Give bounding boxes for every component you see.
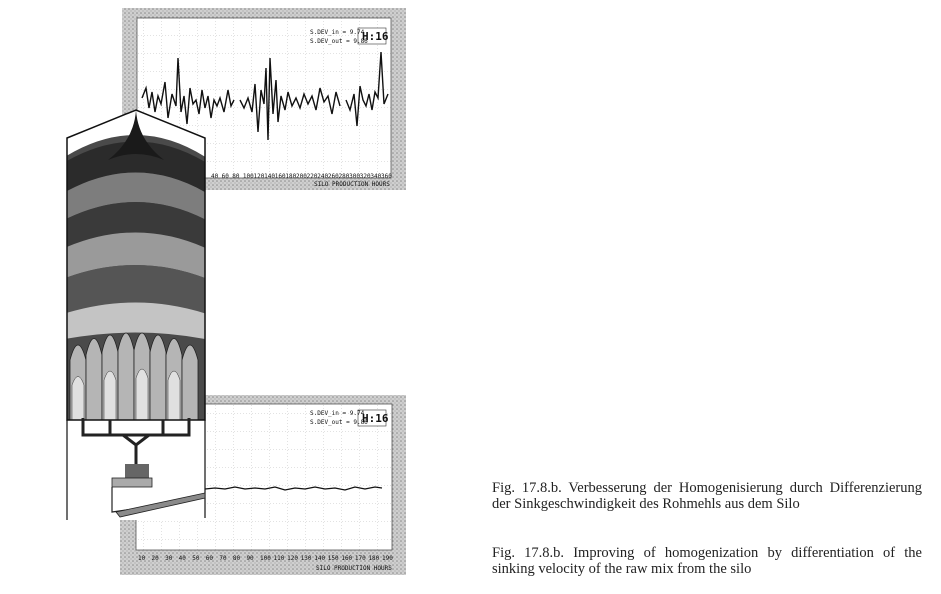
tick-label: 30 <box>165 555 173 562</box>
tick-label: 140 <box>314 555 326 562</box>
tick-label: 190 <box>382 555 393 562</box>
tick-label: 100 <box>260 555 271 562</box>
tick-label: 240 <box>317 173 329 180</box>
figure <box>0 0 460 589</box>
tick-label: 80 <box>232 555 241 562</box>
tick-label: 20 <box>151 555 159 562</box>
tick-label: 60 <box>205 555 214 562</box>
tick-label: 60 <box>221 173 229 180</box>
top-chart-stat1: S.DEV_in = 9.74 <box>310 29 365 36</box>
top-chart-xlabel: SILO PRODUCTION HOURS <box>314 181 390 188</box>
top-chart-badge: H:16 <box>362 30 389 43</box>
bottom-chart-badge: H:16 <box>362 412 389 425</box>
tick-label: 360 <box>381 173 392 180</box>
tick-label: 180 <box>285 173 297 180</box>
tick-label: 220 <box>306 173 318 180</box>
top-chart-stat2: S.DEV_out = 9.86 <box>310 38 368 45</box>
tick-label: 80 <box>232 173 240 180</box>
tick-label: 280 <box>338 173 350 180</box>
tick-label: 100 <box>242 173 254 180</box>
tick-label: 200 <box>296 173 307 180</box>
tick-label: 90 <box>246 555 254 562</box>
tick-label: 140 <box>264 173 275 180</box>
silo-diagram <box>60 105 210 520</box>
tick-label: 160 <box>274 173 286 180</box>
tick-label: 300 <box>349 173 360 180</box>
tick-label: 340 <box>370 173 382 180</box>
tick-label: 70 <box>219 555 227 562</box>
tick-label: 180 <box>368 555 380 562</box>
tick-label: 320 <box>359 173 371 180</box>
tick-label: 110 <box>273 555 285 562</box>
tick-label: 130 <box>300 555 312 562</box>
tick-label: 40 <box>211 173 219 180</box>
tick-label: 40 <box>178 555 186 562</box>
tick-label: 120 <box>253 173 265 180</box>
tick-label: 160 <box>341 555 353 562</box>
tick-label: 50 <box>192 555 200 562</box>
bottom-chart-stat1: S.DEV_in = 9.74 <box>310 410 365 417</box>
tick-label: 150 <box>327 555 339 562</box>
bottom-chart-xlabel: SILO PRODUCTION HOURS <box>316 565 392 572</box>
caption-german: Fig. 17.8.b. Verbesserung der Homogenisierung durch Differenzierung der Sinkgeschwindigkeit des Rohmehls aus dem Silo <box>492 480 922 512</box>
tick-label: 170 <box>354 555 366 562</box>
tick-label: 10 <box>138 555 146 562</box>
tick-label: 120 <box>287 555 298 562</box>
caption-english: Fig. 17.8.b. Improving of homogenization by differentiation of the sinking velocity of the raw mix from the silo <box>492 545 922 577</box>
top-chart-ticks <box>211 173 392 180</box>
bottom-chart-stat2: S.DEV_out = 9.86 <box>310 419 368 426</box>
tick-label: 260 <box>327 173 339 180</box>
